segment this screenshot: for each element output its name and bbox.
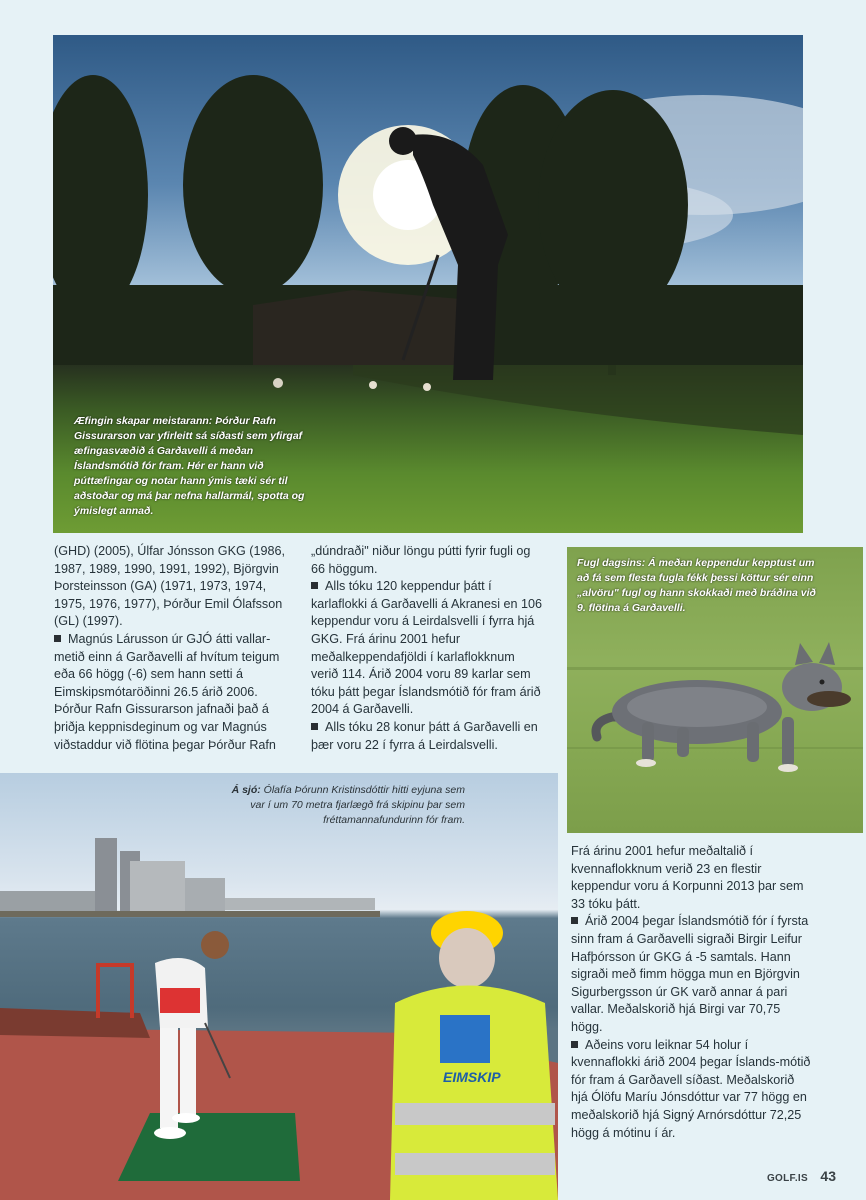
bullet-square-icon	[311, 723, 318, 730]
ship-deck-illustration	[0, 773, 558, 1200]
footer-site: GOLF.IS	[766, 1173, 808, 1184]
bullet-square-icon	[311, 582, 318, 589]
bullet-square-icon	[571, 1041, 578, 1048]
hero-photo	[53, 35, 803, 533]
hero-caption-text: Þórður Rafn Gissurarson var yfirleitt sá síðasti sem yfirgaf æfingasvæðið á Garðavelli á meðan Íslandsmótið fór fram. Hér er hann við púttæfingar og notar hann ýmis tæki sér til aðstoðar og má þar nefna hallarmál, spotta og ýmislegt annað.	[74, 415, 305, 517]
cat-caption-lead: Fugl dagsins:	[577, 557, 646, 569]
cat-caption-text: Á meðan keppendur kepptust um að fá sem flesta fugla fékk þessi köttur sér einn „alvöru" fugl og hann skokkaði með bráðina við 9. flötina á Garðavelli.	[577, 557, 816, 614]
ship-photo	[0, 773, 558, 1200]
ship-caption	[215, 783, 465, 828]
paragraph: Frá árinu 2001 hefur meðaltalið í kvennaflokknum verið 23 en flestir keppendur voru á Korpunni 2013 þar sem 33 tóku þátt.	[571, 844, 804, 911]
bullet-square-icon	[571, 917, 578, 924]
hero-caption	[74, 414, 314, 519]
paragraph	[571, 1037, 811, 1143]
paragraph-text: Magnús Lárusson úr GJÓ átti vallar-metið einn á Garðavelli af hvítum teigum eða 66 högg (-6) sem hann setti á Eimskipsmótaröðinni 26.5 árið 2006. Þórður Rafn Gissurarson jafnaði það á þriðja keppnisdeginum og var Magnús viðstaddur við flötina þegar Þórður Rafn	[54, 631, 280, 752]
paragraph-text: Alls tóku 28 konur þátt á Garðavelli en þær voru 22 í fyrra á Leirdalsvelli.	[311, 719, 538, 752]
paragraph: „dúndraði" niður löngu pútti fyrir fugli og 66 höggum.	[311, 544, 531, 576]
cat-caption	[577, 556, 817, 616]
ship-caption-lead: Á sjó:	[231, 784, 261, 796]
paragraph	[571, 913, 811, 1036]
bullet-square-icon	[54, 635, 61, 642]
text-column-left	[54, 543, 289, 754]
paragraph	[311, 578, 543, 719]
text-column-middle	[311, 543, 543, 754]
page-footer	[767, 1168, 836, 1186]
page-number: 43	[820, 1168, 836, 1184]
ship-caption-text: Ólafía Þórunn Kristinsdóttir hitti eyjuna sem var í um 70 metra fjarlægð frá skipinu þar sem fréttamannafundurinn fór fram.	[250, 784, 465, 826]
hero-caption-lead: Æfingin skapar meistarann:	[74, 415, 213, 427]
cat-photo	[567, 547, 863, 833]
paragraph-text: Alls tóku 120 keppendur þátt í karlaflokki á Garðavelli á Akranesi en 106 keppendur voru á Leirdalsvelli í fyrra hjá GKG. Frá árinu 2001 hefur meðalkeppendafjöldi í karlaflokknum verið 114. Árið 2004 voru 89 karlar sem tóku þátt þegar Íslandsmótið fór fram árið 2004 á Garðavelli.	[311, 579, 543, 717]
text-column-right	[571, 843, 811, 1142]
paragraph-text: Árið 2004 þegar Íslandsmótið fór í fyrsta sinn fram á Garðavelli sigraði Birgir Leifur Hafþórsson úr GKG á -5 samtals. Hann sigraði með fimm högga mun en Björgvin Sigurbergsson úr GK varð annar á pari vallar. Meðalskorið hjá Birgi var 70,75 högg.	[571, 914, 809, 1034]
vest-logo-text: EIMSKIP	[443, 1069, 501, 1085]
paragraph: (GHD) (2005), Úlfar Jónsson GKG (1986, 1987, 1989, 1990, 1991, 1992), Björgvin Þorsteinsson (GA) (1971, 1973, 1974, 1975, 1976, 1977), Þórður Emil Ólafsson (GL) (1997).	[54, 544, 285, 629]
paragraph	[54, 631, 289, 754]
paragraph	[311, 719, 543, 754]
paragraph-text: Aðeins voru leiknar 54 holur í kvennaflokki árið 2004 þegar Íslands-mótið fór fram á Garðavell síðast. Meðalskorið hjá Ólöfu Maríu Jónsdóttur var 77 högg en meðalskorið hjá Signý Arnórsdóttur 72,25 högg á mótinu í ár.	[571, 1037, 811, 1140]
